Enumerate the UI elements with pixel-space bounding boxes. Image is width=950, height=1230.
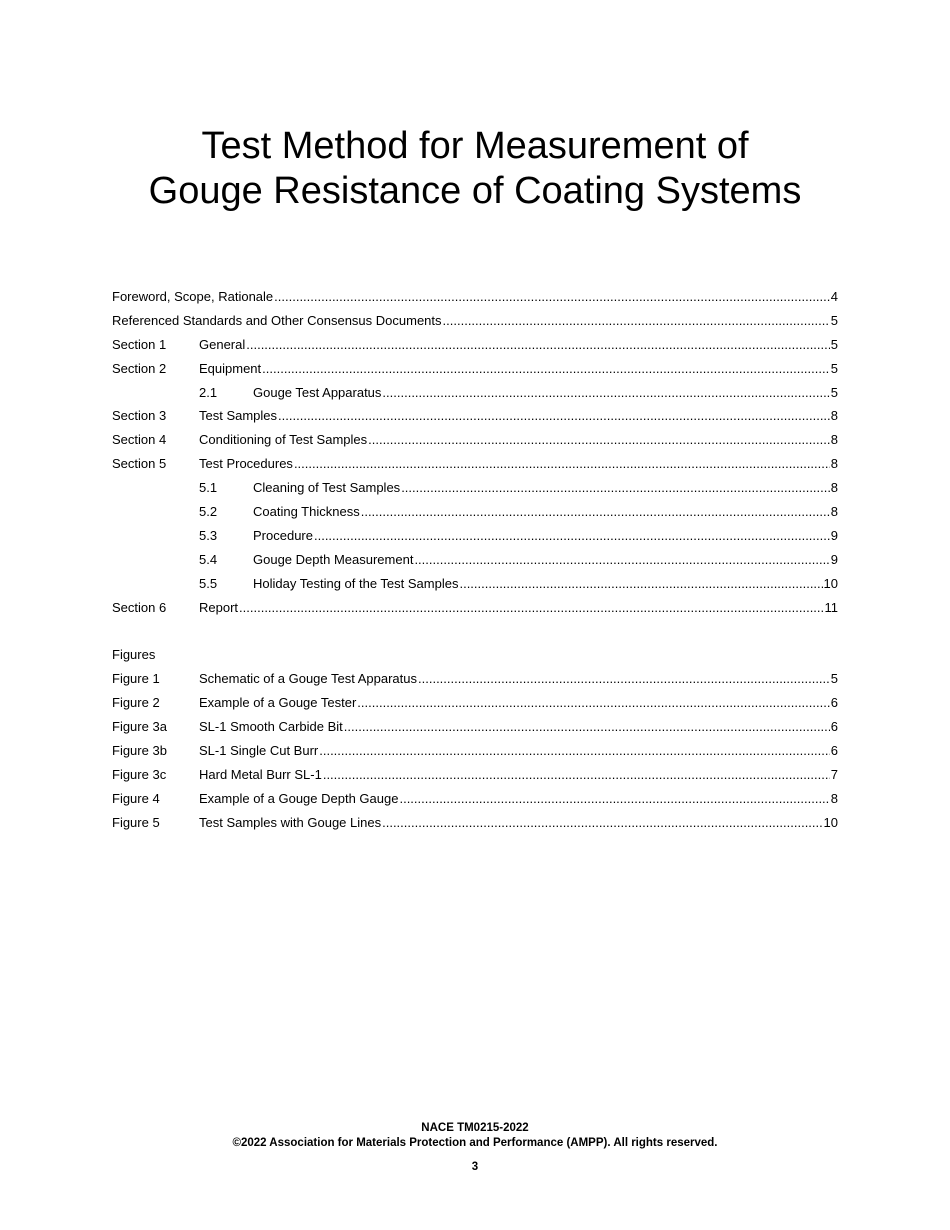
figure-entry-page: 10 — [823, 814, 838, 830]
figure-entry-page: 6 — [830, 742, 838, 758]
page-number: 3 — [471, 1161, 479, 1173]
toc-entry-section-3[interactable] — [112, 408, 838, 432]
footer-doc-id: NACE TM0215-2022 — [421, 1122, 529, 1134]
toc-subsection-number: 5.4 — [199, 551, 218, 567]
toc-entry-page: 8 — [830, 408, 838, 424]
toc-entry-label: Report — [199, 599, 239, 615]
toc-entry-section-4[interactable] — [112, 432, 838, 456]
toc-entry-label: Equipment — [199, 360, 262, 376]
figure-entry-page: 5 — [830, 671, 838, 687]
figure-number: Figure 3c — [112, 766, 167, 782]
toc-entry-page: 8 — [830, 456, 838, 472]
figure-entry-2[interactable] — [112, 695, 838, 719]
toc-section-number: Section 4 — [112, 432, 167, 448]
figure-entry-1[interactable] — [112, 671, 838, 695]
toc-subsection-number: 5.2 — [199, 504, 218, 520]
toc-entry-label: General — [199, 336, 246, 352]
toc-entry-page: 10 — [823, 575, 838, 591]
toc-entry-subsection-5-2[interactable] — [112, 504, 838, 528]
toc-entry-subsection-2-1[interactable] — [112, 385, 838, 409]
figure-entry-label: SL-1 Single Cut Burr — [199, 742, 319, 758]
toc-entry-label: Test Procedures — [199, 456, 293, 472]
document-title — [0, 124, 950, 214]
toc-section-number: Section 3 — [112, 408, 167, 424]
figures-heading-text: Figures — [112, 647, 156, 663]
figure-number: Figure 4 — [112, 790, 160, 806]
table-of-contents — [112, 289, 838, 838]
toc-entry-page: 8 — [830, 504, 838, 520]
toc-entry-referenced-standards[interactable] — [112, 313, 838, 337]
figure-entry-label: SL-1 Smooth Carbide Bit — [199, 719, 343, 735]
figure-entry-4[interactable] — [112, 791, 838, 815]
toc-entry-page: 5 — [830, 360, 838, 376]
toc-entry-label: Holiday Testing of the Test Samples — [253, 575, 459, 591]
toc-entry-section-5[interactable] — [112, 456, 838, 480]
footer-copyright: ©2022 Association for Materials Protection and Performance (AMPP). All rights reserved. — [232, 1137, 718, 1149]
toc-section-number: Section 2 — [112, 360, 167, 376]
toc-entry-foreword[interactable] — [112, 289, 838, 313]
figure-number: Figure 3b — [112, 742, 167, 758]
toc-entry-section-6[interactable] — [112, 600, 838, 624]
toc-entry-section-1[interactable] — [112, 337, 838, 361]
figure-entry-3c[interactable] — [112, 767, 838, 791]
figures-heading — [112, 647, 838, 671]
figure-entry-page: 8 — [830, 790, 838, 806]
figure-number: Figure 5 — [112, 814, 160, 830]
figure-number: Figure 1 — [112, 671, 160, 687]
toc-entry-page: 8 — [830, 480, 838, 496]
toc-subsection-number: 5.5 — [199, 575, 218, 591]
toc-entry-page: 4 — [830, 289, 838, 304]
toc-entry-label: Cleaning of Test Samples — [253, 480, 401, 496]
figure-entry-label: Hard Metal Burr SL-1 — [199, 766, 322, 782]
toc-entry-page: 11 — [824, 599, 838, 615]
figure-entry-page: 6 — [830, 695, 838, 711]
toc-entry-page: 5 — [830, 312, 838, 328]
toc-entry-subsection-5-1[interactable] — [112, 480, 838, 504]
figure-entry-label: Example of a Gouge Tester — [199, 695, 357, 711]
toc-section-number: Section 5 — [112, 456, 167, 472]
toc-subsection-number: 5.1 — [199, 480, 218, 496]
toc-entry-subsection-5-3[interactable] — [112, 528, 838, 552]
document-title-line-2: Gouge Resistance of Coating Systems — [148, 170, 802, 212]
toc-entry-label: Conditioning of Test Samples — [199, 432, 368, 448]
toc-subsection-number: 5.3 — [199, 527, 218, 543]
figure-entry-label: Schematic of a Gouge Test Apparatus — [199, 671, 418, 687]
figure-number: Figure 3a — [112, 719, 167, 735]
toc-entry-section-2[interactable] — [112, 361, 838, 385]
figure-entry-page: 6 — [830, 719, 838, 735]
page-footer — [0, 1121, 950, 1175]
toc-entry-label: Gouge Test Apparatus — [253, 384, 382, 400]
toc-section-number: Section 1 — [112, 336, 167, 352]
figure-entry-5[interactable] — [112, 815, 838, 839]
figure-entry-label: Test Samples with Gouge Lines — [199, 814, 382, 830]
toc-entry-page: 8 — [830, 432, 838, 448]
toc-entry-label: Test Samples — [199, 408, 278, 424]
toc-subsection-number: 2.1 — [199, 384, 218, 400]
figure-entry-3a[interactable] — [112, 719, 838, 743]
toc-entry-label: Gouge Depth Measurement — [253, 551, 414, 567]
document-title-line-1: Test Method for Measurement of — [201, 125, 749, 167]
figure-entry-label: Example of a Gouge Depth Gauge — [199, 790, 399, 806]
figure-entry-page: 7 — [830, 766, 838, 782]
toc-entry-page: 5 — [830, 384, 838, 400]
toc-section-number: Section 6 — [112, 599, 167, 615]
toc-entry-subsection-5-4[interactable] — [112, 552, 838, 576]
figure-entry-3b[interactable] — [112, 743, 838, 767]
toc-entry-subsection-5-5[interactable] — [112, 576, 838, 600]
toc-entry-label: Procedure — [253, 527, 313, 543]
toc-entry-label: Referenced Standards and Other Consensus Documents — [112, 312, 442, 328]
toc-entry-label: Coating Thickness — [253, 504, 360, 520]
toc-entry-page: 5 — [830, 336, 838, 352]
figure-number: Figure 2 — [112, 695, 160, 711]
toc-entry-page: 9 — [830, 527, 838, 543]
toc-entry-page: 9 — [830, 551, 838, 567]
toc-entry-label: Foreword, Scope, Rationale — [112, 289, 274, 304]
